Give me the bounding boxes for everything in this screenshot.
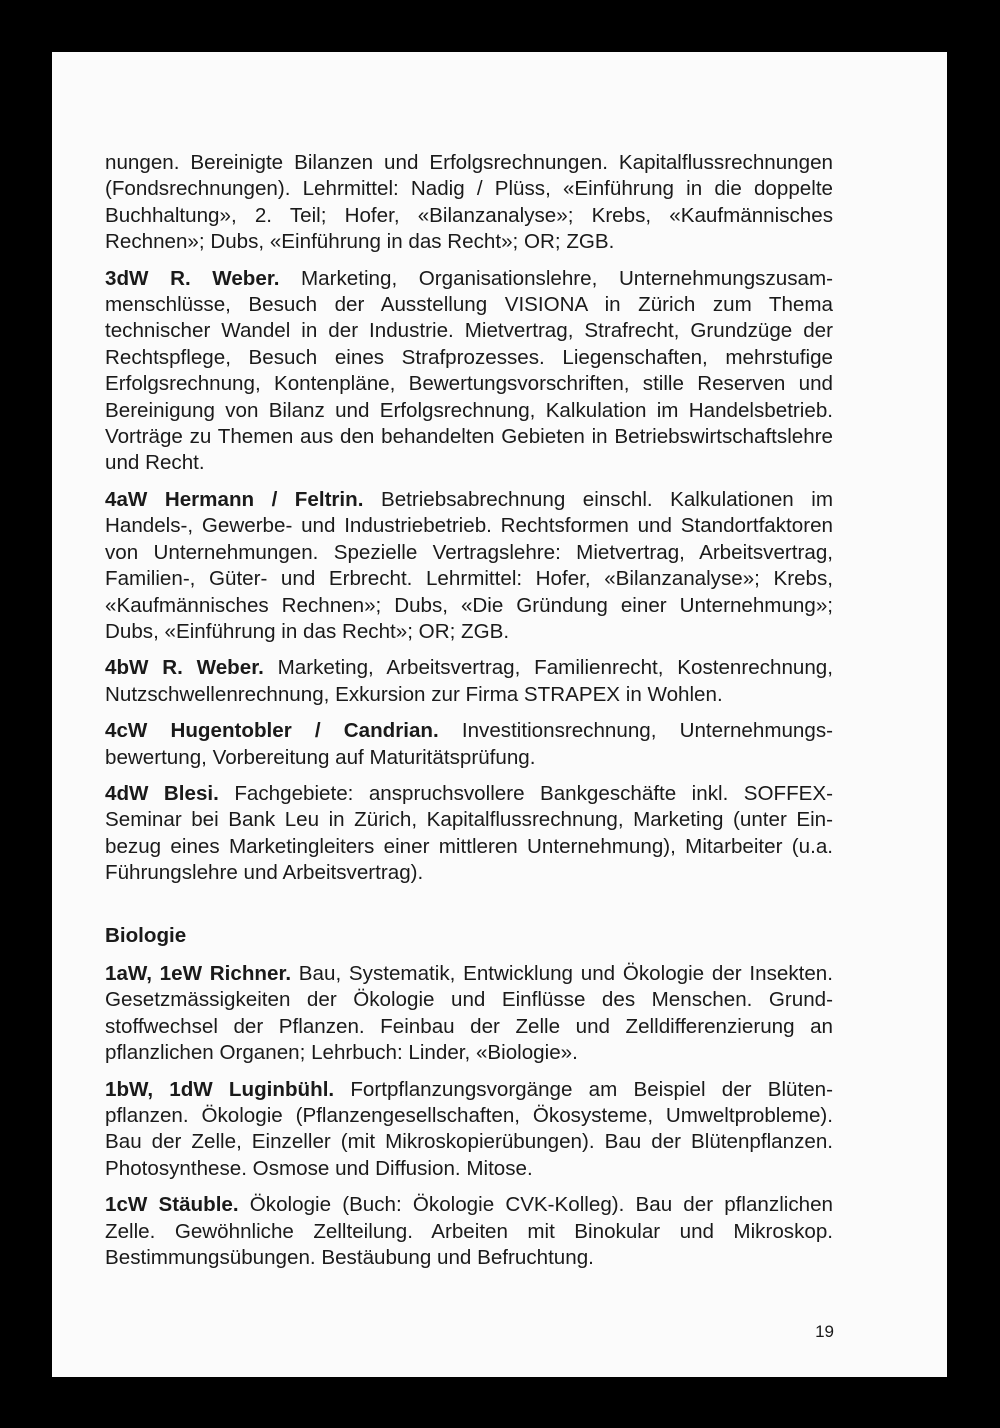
page-content bbox=[105, 150, 833, 1281]
intro-paragraph: nungen. Bereinigte Bilanzen und Erfolgsrechnungen. Kapitalflussrechnungen (Fondsrechnungen). Lehrmittel: Nadig / Plüss, «Einführung in die doppelte Buchhaltung», 2. Teil; Hofer, «Bilanzanalyse»; Krebs, «Kaufmännisches Rechnen»; Dubs, «Einführung in das Recht»; OR; ZGB. bbox=[105, 151, 833, 254]
page-number: 19 bbox=[815, 1322, 834, 1341]
course-description: Investitionsrechnung, Unternehmungsbewertung, Vorbereitung auf Maturitätsprüfung. bbox=[105, 719, 833, 769]
section-heading-biologie: Biologie bbox=[105, 923, 187, 947]
course-entry-1cw bbox=[105, 1192, 833, 1271]
course-label: 3dW R. Weber. bbox=[105, 266, 280, 290]
course-description: Bau, Systematik, Entwicklung und Ökologie der Insekten. Gesetzmässigkeiten der Ökologie und Einflüsse des Menschen. Grundstoffwechsel der Pflanzen. Feinbau der Zelle und Zelldifferenzierung an pflanzlichen Organen; Lehrbuch: Linder, «Biologie». bbox=[105, 961, 833, 1065]
course-label: 4cW Hugentobler / Candrian. bbox=[105, 719, 439, 743]
course-description: Marketing, Organisationslehre, Unternehmungszusammenschlüsse, Besuch der Ausstellung VISIONA in Zürich zum Thema technischer Wandel in der Industrie. Mietvertrag, Strafrecht, Grundzüge der Rechtspflege, Besuch eines Strafprozesses. Liegenschaften, mehrstufige Erfolgsrechnung, Kontenpläne, Bewertungsvorschriften, stille Reserven und Bereinigung von Bilanz und Erfolgsrechnung, Kalkulation im Handelsbetrieb. Vorträge zu Themen aus den behandelten Gebieten in Betriebswirtschaftslehre und Recht. bbox=[105, 266, 833, 475]
document-page bbox=[52, 52, 947, 1377]
course-description: Fortpflanzungsvorgänge am Beispiel der Blütenpflanzen. Ökologie (Pflanzengesellschaften, Ökosysteme, Umweltprobleme). Bau der Zelle, Einzeller (mit Mikroskopierübungen). Bau der Blütenpflanzen. Photosynthese. Osmose und Diffusion. Mitose. bbox=[105, 1077, 833, 1180]
course-entry-1bw-1dw bbox=[105, 1077, 833, 1183]
course-label: 1cW Stäuble. bbox=[105, 1193, 239, 1217]
course-label: 4aW Hermann / Feltrin. bbox=[105, 487, 364, 511]
course-entry-4dw bbox=[105, 781, 833, 887]
course-entry-4aw bbox=[105, 487, 833, 645]
course-label: 1bW, 1dW Luginbühl. bbox=[105, 1077, 335, 1101]
course-description: Marketing, Arbeitsvertrag, Familienrecht, Kostenrechnung, Nutzschwellenrechnung, Exkursion zur Firma STRAPEX in Wohlen. bbox=[105, 656, 833, 706]
course-label: 4dW Blesi. bbox=[105, 781, 219, 805]
course-entry-4bw bbox=[105, 655, 833, 708]
course-entry-3dw bbox=[105, 266, 833, 477]
course-description: Betriebsabrechnung einschl. Kalkulationen im Handels-, Gewerbe- und Industriebetrieb. Rechtsformen und Standortfaktoren von Unternehmungen. Spezielle Vertragslehre: Mietvertrag, Arbeitsvertrag, Familien-, Güter- und Erbrecht. Lehrmittel: Hofer, «Bilanzanalyse»; Krebs, «Kaufmännisches Rechnen»; Dubs, «Die Gründung einer Unternehmung»; Dubs, «Einführung in das Recht»; OR; ZGB. bbox=[105, 487, 833, 643]
course-entry-1aw-1ew bbox=[105, 961, 833, 1067]
course-label: 4bW R. Weber. bbox=[105, 656, 264, 680]
course-description: Fachgebiete: anspruchsvollere Bankgeschäfte inkl. SOFFEX-Seminar bei Bank Leu in Zürich, Kapitalflussrechnung, Marketing (unter Einbezug eines Marketingleiters einer mittleren Unternehmung), Mitarbeiter (u.a. Führungslehre und Arbeitsvertrag). bbox=[105, 781, 833, 885]
course-description: Ökologie (Buch: Ökologie CVK-Kolleg). Bau der pflanzlichen Zelle. Gewöhnliche Zellteilung. Arbeiten mit Binokular und Mikroskop. Bestimmungsübungen. Bestäubung und Befruchtung. bbox=[105, 1193, 833, 1270]
course-entry-4cw bbox=[105, 718, 833, 771]
course-label: 1aW, 1eW Richner. bbox=[105, 961, 292, 985]
